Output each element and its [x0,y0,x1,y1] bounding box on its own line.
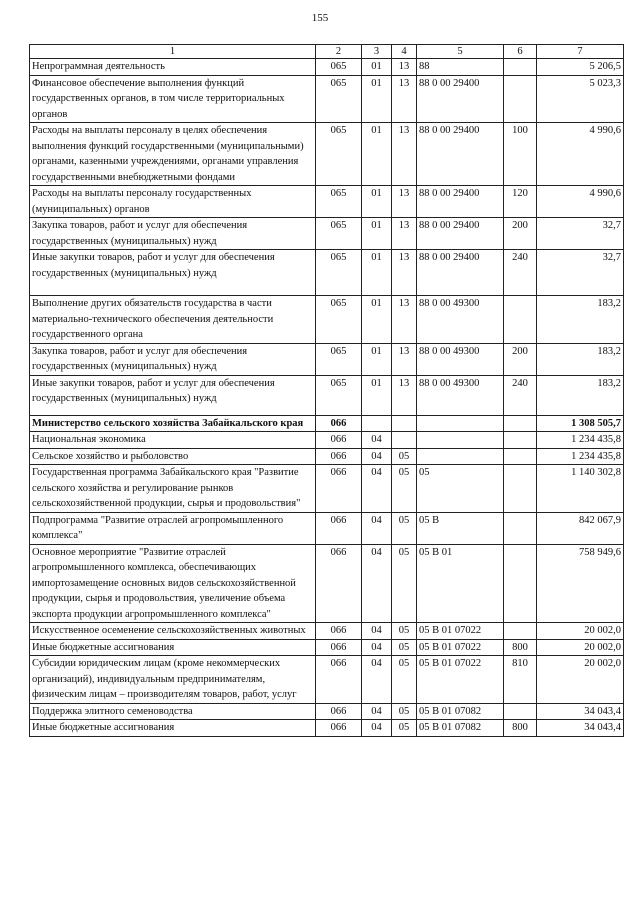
row-amount: 1 234 435,8 [537,448,624,465]
table-row [30,296,624,344]
table-row [30,75,624,123]
table-row [30,375,624,415]
row-grbs: 065 [316,375,362,415]
table-row [30,639,624,656]
row-amount: 34 043,4 [537,703,624,720]
row-section [362,415,392,432]
row-amount: 5 206,5 [537,59,624,76]
row-subsection: 05 [392,448,417,465]
table-row [30,123,624,186]
row-amount: 5 023,3 [537,75,624,123]
header-cell: 2 [316,45,362,59]
row-section: 04 [362,639,392,656]
row-name: Национальная экономика [30,432,316,449]
row-name: Иные закупки товаров, работ и услуг для обеспечения государственных (муниципальных) нужд [30,250,316,296]
row-name: Закупка товаров, работ и услуг для обеспечения государственных (муниципальных) нужд [30,343,316,375]
row-grbs: 065 [316,75,362,123]
row-expense-type [504,432,537,449]
row-amount: 1 140 302,8 [537,465,624,513]
row-subsection: 13 [392,123,417,186]
row-subsection: 13 [392,59,417,76]
table-row [30,703,624,720]
row-subsection: 13 [392,296,417,344]
row-section: 04 [362,544,392,623]
row-section: 04 [362,465,392,513]
row-grbs: 065 [316,250,362,296]
header-cell: 1 [30,45,316,59]
row-target-item: 05 В 01 07082 [417,720,504,737]
row-name: Министерство сельского хозяйства Забайкальского края [30,415,316,432]
row-target-item: 88 0 00 29400 [417,186,504,218]
row-target-item: 88 0 00 49300 [417,296,504,344]
row-subsection: 13 [392,218,417,250]
table-row [30,448,624,465]
row-target-item: 05 [417,465,504,513]
row-section: 04 [362,512,392,544]
row-name: Иные бюджетные ассигнования [30,639,316,656]
row-target-item: 05 В 01 07022 [417,623,504,640]
row-amount: 842 067,9 [537,512,624,544]
table-row [30,623,624,640]
table-row [30,415,624,432]
row-target-item: 05 В 01 07022 [417,639,504,656]
row-target-item: 88 0 00 29400 [417,218,504,250]
row-subsection: 13 [392,186,417,218]
row-grbs: 065 [316,296,362,344]
row-amount: 183,2 [537,375,624,415]
row-target-item [417,432,504,449]
row-expense-type: 200 [504,343,537,375]
row-expense-type [504,296,537,344]
page-number: 155 [311,12,329,24]
row-expense-type [504,544,537,623]
table-row [30,512,624,544]
row-target-item: 05 В 01 [417,544,504,623]
row-section: 01 [362,123,392,186]
row-grbs: 066 [316,544,362,623]
row-subsection: 05 [392,656,417,704]
row-grbs: 066 [316,465,362,513]
row-expense-type [504,59,537,76]
row-section: 04 [362,656,392,704]
header-cell: 6 [504,45,537,59]
row-section: 01 [362,186,392,218]
table-row [30,250,624,296]
row-grbs: 066 [316,432,362,449]
row-expense-type: 100 [504,123,537,186]
row-name: Подпрограмма "Развитие отраслей агропромышленного комплекса" [30,512,316,544]
row-expense-type: 240 [504,375,537,415]
row-expense-type: 200 [504,218,537,250]
row-section: 04 [362,720,392,737]
row-expense-type [504,448,537,465]
row-target-item: 88 0 00 29400 [417,123,504,186]
row-expense-type [504,703,537,720]
row-section: 04 [362,623,392,640]
row-amount: 183,2 [537,343,624,375]
row-name: Сельское хозяйство и рыболовство [30,448,316,465]
row-target-item: 88 0 00 49300 [417,375,504,415]
row-amount: 20 002,0 [537,623,624,640]
row-grbs: 065 [316,123,362,186]
row-grbs: 065 [316,343,362,375]
budget-table [29,44,624,737]
header-cell: 3 [362,45,392,59]
row-grbs: 066 [316,623,362,640]
row-expense-type [504,465,537,513]
row-amount: 758 949,6 [537,544,624,623]
row-target-item: 05 В 01 07082 [417,703,504,720]
row-target-item: 88 0 00 29400 [417,250,504,296]
row-subsection: 05 [392,639,417,656]
row-subsection: 05 [392,703,417,720]
table-row [30,656,624,704]
row-subsection: 13 [392,250,417,296]
row-grbs: 066 [316,720,362,737]
row-grbs: 066 [316,703,362,720]
row-target-item: 05 В 01 07022 [417,656,504,704]
row-name: Государственная программа Забайкальского края "Развитие сельского хозяйства и регулирование рынков сельскохозяйственной продукции, сырья и продовольствия" [30,465,316,513]
row-expense-type [504,415,537,432]
row-section: 01 [362,296,392,344]
table-row [30,544,624,623]
row-expense-type [504,623,537,640]
row-name: Непрограммная деятельность [30,59,316,76]
row-expense-type: 810 [504,656,537,704]
row-name: Расходы на выплаты персоналу государственных (муниципальных) органов [30,186,316,218]
row-subsection: 05 [392,512,417,544]
row-expense-type: 800 [504,639,537,656]
row-amount: 20 002,0 [537,639,624,656]
row-section: 01 [362,59,392,76]
row-subsection: 13 [392,343,417,375]
row-amount: 183,2 [537,296,624,344]
row-expense-type [504,75,537,123]
row-expense-type: 240 [504,250,537,296]
table-row [30,186,624,218]
row-target-item: 88 0 00 29400 [417,75,504,123]
row-amount: 20 002,0 [537,656,624,704]
header-cell: 7 [537,45,624,59]
table-row [30,343,624,375]
row-amount: 34 043,4 [537,720,624,737]
row-subsection [392,432,417,449]
row-grbs: 066 [316,448,362,465]
row-name: Закупка товаров, работ и услуг для обеспечения государственных (муниципальных) нужд [30,218,316,250]
row-grbs: 065 [316,186,362,218]
row-section: 01 [362,218,392,250]
row-amount: 32,7 [537,250,624,296]
row-expense-type: 120 [504,186,537,218]
row-section: 01 [362,250,392,296]
table-row [30,465,624,513]
row-expense-type: 800 [504,720,537,737]
row-grbs: 065 [316,218,362,250]
header-cell: 4 [392,45,417,59]
row-expense-type [504,512,537,544]
row-name: Искусственное осеменение сельскохозяйственных животных [30,623,316,640]
row-subsection: 05 [392,623,417,640]
row-amount: 1 234 435,8 [537,432,624,449]
row-name: Субсидии юридическим лицам (кроме некоммерческих организаций), индивидуальным предпринимателям, физическим лицам – производителям товаров, работ, услуг [30,656,316,704]
row-target-item: 05 В [417,512,504,544]
row-section: 01 [362,375,392,415]
row-section: 01 [362,343,392,375]
row-name: Иные закупки товаров, работ и услуг для обеспечения государственных (муниципальных) нужд [30,375,316,415]
row-target-item: 88 0 00 49300 [417,343,504,375]
row-amount: 1 308 505,7 [537,415,624,432]
row-name: Основное мероприятие "Развитие отраслей агропромышленного комплекса, обеспечивающих импортозамещение основных видов сельскохозяйственной продукции, сырья и продовольствия, увеличение объема экспорта продукции агропромышленного комплекса" [30,544,316,623]
row-subsection: 05 [392,720,417,737]
row-amount: 32,7 [537,218,624,250]
row-name: Расходы на выплаты персоналу в целях обеспечения выполнения функций государственными (муниципальными) органами, казенными учреждениями, органами управления государственными внебюджетными фондами [30,123,316,186]
row-grbs: 065 [316,59,362,76]
row-name: Финансовое обеспечение выполнения функций государственных органов, в том числе территориальных органов [30,75,316,123]
table-row [30,59,624,76]
row-name: Выполнение других обязательств государства в части материально-технического обеспечения деятельности государственного органа [30,296,316,344]
row-grbs: 066 [316,512,362,544]
row-target-item [417,448,504,465]
header-row [30,45,624,59]
row-target-item [417,415,504,432]
row-grbs: 066 [316,415,362,432]
row-grbs: 066 [316,639,362,656]
table-row [30,720,624,737]
row-name: Иные бюджетные ассигнования [30,720,316,737]
row-section: 01 [362,75,392,123]
header-cell: 5 [417,45,504,59]
row-amount: 4 990,6 [537,186,624,218]
row-grbs: 066 [316,656,362,704]
row-name: Поддержка элитного семеноводства [30,703,316,720]
row-section: 04 [362,703,392,720]
row-subsection: 05 [392,465,417,513]
row-amount: 4 990,6 [537,123,624,186]
row-target-item: 88 [417,59,504,76]
table-row [30,432,624,449]
row-section: 04 [362,432,392,449]
row-subsection [392,415,417,432]
row-subsection: 13 [392,75,417,123]
row-subsection: 05 [392,544,417,623]
table-row [30,218,624,250]
row-subsection: 13 [392,375,417,415]
row-section: 04 [362,448,392,465]
